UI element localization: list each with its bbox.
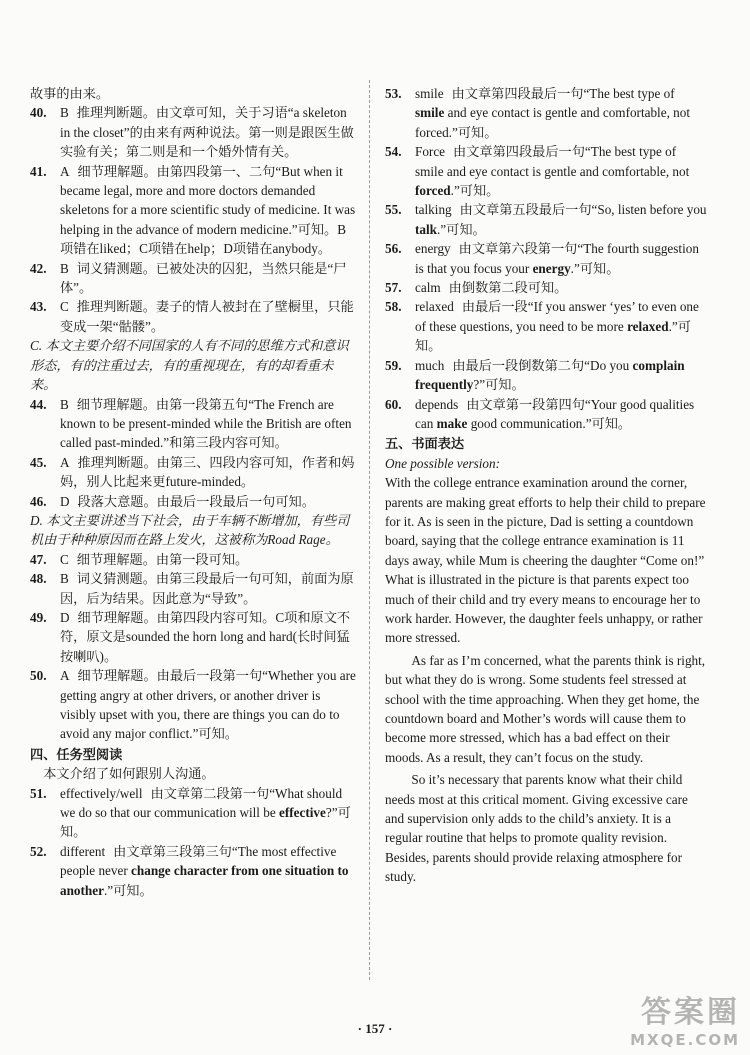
answer-item (385, 200, 707, 239)
item-text-end: and eye contact is gentle and comfortable, not forced.”可知。 (415, 105, 691, 140)
item-answer: calm (415, 280, 441, 296)
item-number: 43. (30, 299, 47, 315)
item-text: 推理判断题。由文章可知，关于习语“a skeleton in the closet”的由来有两种说法。第一则是跟医生做实验有关；第二则是和一个婚外情有关。 (60, 105, 354, 160)
item-key-phrase: talk (415, 221, 437, 237)
item-number: 53. (385, 86, 402, 101)
answer-item (30, 103, 358, 161)
item-number: 50. (30, 668, 47, 684)
item-text: 词义猜测题。由第三段最后一句可知，前面为原因，后为结果。因此意为“导致”。 (60, 571, 354, 606)
item-text: 推理判断题。由第三、四段内容可知，作者和妈妈，别人比起来更future-minded。 (60, 454, 355, 490)
item-text: 细节理解题。由第四段第一、二句“But when it became legal, more and more doctors demanded skeletons for a more scientific study of medicine. It was helping in the advance of modern medicine.”可知。B项错在liked；C项错在help；D项错在anybody。 (60, 163, 356, 257)
item-key-phrase: make (436, 415, 468, 431)
item-text: 细节理解题。由第四段内容可知。C项和原文不符，原文是sounded the horn long and hard(长时间猛按喇叭)。 (60, 609, 351, 664)
item-answer: much (415, 357, 445, 373)
item-number: 45. (30, 454, 47, 470)
answer-item (30, 569, 358, 608)
item-answer: B (60, 396, 69, 412)
watermark-logo (630, 987, 740, 1049)
item-text-end: .”可知。 (570, 260, 620, 276)
item-answer: D (60, 609, 70, 625)
item-answer: smile (415, 86, 444, 101)
right-column (385, 84, 707, 887)
answer-item (385, 142, 707, 200)
item-text: 词义猜测题。已被处决的囚犯，当然只能是“尸体”。 (60, 260, 347, 296)
left-column (30, 84, 358, 900)
answer-item (385, 356, 707, 395)
item-answer: A (60, 668, 70, 684)
item-answer: A (60, 163, 70, 179)
item-number: 44. (30, 396, 47, 412)
answer-item (385, 239, 707, 278)
item-text: 推理判断题。妻子的情人被封在了壁橱里，只能变成一架“骷髅”。 (60, 299, 354, 334)
answer-item (30, 297, 358, 336)
version-label: One possible version: (385, 455, 501, 471)
section-5-title: 五、书面表达 (385, 436, 465, 452)
item-text: 由文章第四段最后一句“The best type of (451, 86, 675, 101)
item-text: 段落大意题。由最后一段最后一句可知。 (77, 493, 315, 509)
answer-list-right (385, 84, 707, 433)
item-number: 40. (30, 105, 47, 121)
item-key-phrase: energy (532, 260, 571, 276)
page-number: · 157 · (357, 1021, 393, 1036)
item-text: 由最后一段“If you answer ‘yes’ to even one of these questions, you need to be more (415, 299, 699, 334)
intro-line: 故事的由来。 (30, 86, 110, 101)
answer-item (385, 395, 707, 434)
item-number: 52. (30, 843, 47, 859)
item-answer: Force (415, 144, 446, 160)
item-text-end: .”可知。 (436, 221, 486, 237)
item-key-phrase: complain frequently (415, 357, 685, 393)
essay-paragraph: With the college entrance examination around the corner, parents are making great efforts to help their child to prepare for it. As is seen in the picture, Dad is setting a countdown board, saying that the college entrance examination is 11 days away, while Mum is cheering the daughter “Come on!” What is illustrated in the picture is that parents expect too much of their child and try every means to encourage her to work harder. However, the daughter feels unhappy, or rather more stressed. (385, 475, 706, 646)
answer-item (385, 278, 707, 297)
item-number: 54. (385, 144, 402, 160)
essay (385, 473, 707, 887)
item-number: 55. (385, 202, 402, 218)
item-number: 56. (385, 241, 402, 257)
item-number: 49. (30, 609, 47, 625)
answer-item (30, 492, 358, 511)
item-number: 57. (385, 280, 402, 296)
answer-list-c (30, 550, 358, 744)
essay-paragraph: So it’s necessary that parents know what their child needs most at this critical moment. Giving excessive care and supervision only adds to the child’s anxiety. It is a regular routine that helps to promote quality revision. Besides, parents should provide relaxing atmosphere for study. (385, 772, 688, 885)
answer-list-a (30, 103, 358, 336)
item-answer: talking (415, 202, 452, 218)
item-number: 41. (30, 163, 47, 179)
item-text: 细节理解题。由第一段第五句“The French are known to be present-minded while the British are often called past-minded.”和第三段内容可知。 (60, 396, 352, 451)
item-text: 由文章第一段第四句“Your good qualities can (415, 396, 695, 431)
item-text-end: .”可知。 (450, 183, 500, 199)
item-text-end: .”可知。 (103, 882, 153, 898)
item-answer: relaxed (415, 299, 454, 315)
essay-paragraph: As far as I’m concerned, what the parents think is right, but what they do is wrong. Some students feel stressed at school with the time approaching. When they get home, the countdown board and Mother’s words will cause them to become more stressed, which has a bad effect on their moods. As a result, they can’t focus on the study. (385, 652, 706, 765)
item-answer: C (60, 299, 69, 315)
item-answer: D (60, 493, 70, 509)
passage-c-summary: C. 本文主要介绍不同国家的人有不同的思维方式和意识形态，有的注重过去，有的重视现在，有的却看重未来。 (30, 338, 349, 393)
item-text-end: .”可知。 (415, 318, 691, 354)
answer-item (385, 84, 707, 142)
answer-item (30, 550, 358, 569)
item-number: 48. (30, 571, 47, 587)
item-number: 51. (30, 785, 47, 801)
item-key-phrase: change character from one situation to another (60, 863, 349, 898)
watermark-url: MXQE.COM (630, 1031, 740, 1049)
item-text: 由倒数第二段可知。 (448, 280, 568, 296)
answer-item (30, 162, 358, 259)
item-number: 58. (385, 299, 402, 315)
answer-item-52 (30, 842, 358, 900)
item-text: 细节理解题。由最后一段第一句“Whether you are getting angry at other drivers, or another driver is visibly upset with you, there are things you can do to avoid any major conflict.”可知。 (60, 668, 356, 742)
passage-d-summary: D. 本文主要讲述当下社会，由于车辆不断增加，有些司机由于种种原因而在路上发火，这被称为Road Rage。 (30, 512, 350, 548)
answer-list-b (30, 395, 358, 511)
item-answer: B (60, 105, 69, 121)
item-answer: C (60, 551, 69, 567)
answer-item (30, 395, 358, 453)
item-answer: B (60, 260, 69, 276)
item-text: 由文章第六段第一句“The fourth suggestion is that you focus your (415, 241, 699, 276)
item-answer: energy (415, 241, 451, 257)
item-answer: A (60, 454, 70, 470)
item-answer: B (60, 571, 69, 587)
item-text: 细节理解题。由第一段可知。 (76, 551, 249, 567)
item-answer: different (60, 843, 106, 859)
item-number: 60. (385, 396, 402, 412)
item-number: 47. (30, 551, 47, 567)
item-text: 由最后一段倒数第二句“Do you (452, 357, 633, 373)
watermark-text: 答案圈 (641, 995, 740, 1030)
answer-item (30, 608, 358, 666)
item-text-end: good communication.”可知。 (467, 415, 632, 431)
item-text-end: ?”可知。 (60, 805, 351, 840)
answer-item-51 (30, 784, 358, 842)
answer-item (385, 297, 707, 355)
item-key-phrase: forced (415, 183, 451, 199)
item-answer: depends (415, 396, 459, 412)
item-number: 42. (30, 260, 47, 276)
item-answer: effectively/well (60, 785, 143, 801)
answer-item (30, 666, 358, 744)
item-number: 59. (385, 357, 402, 373)
column-divider (369, 80, 370, 980)
answer-item (30, 259, 358, 298)
item-text: 由文章第二段第一句“What should we do so that our communication will be (60, 785, 343, 821)
item-key-phrase: relaxed (627, 318, 669, 334)
answer-item (30, 453, 358, 492)
section-4-title: 四、任务型阅读 (30, 746, 123, 762)
item-text: 由文章第五段最后一句“So, listen before you (459, 202, 707, 218)
item-key-phrase: effective (279, 805, 326, 821)
item-number: 46. (30, 493, 47, 509)
item-text: 由文章第三段第三句“The most effective people never (60, 843, 337, 879)
section-4-intro: 本文介绍了如何跟别人沟通。 (43, 766, 215, 782)
item-text: 由文章第四段最后一句“The best type of smile and eye contact is gentle and comfortable, not (415, 144, 690, 179)
item-text-end: ?”可知。 (473, 377, 525, 393)
item-key-phrase: smile (415, 105, 445, 121)
